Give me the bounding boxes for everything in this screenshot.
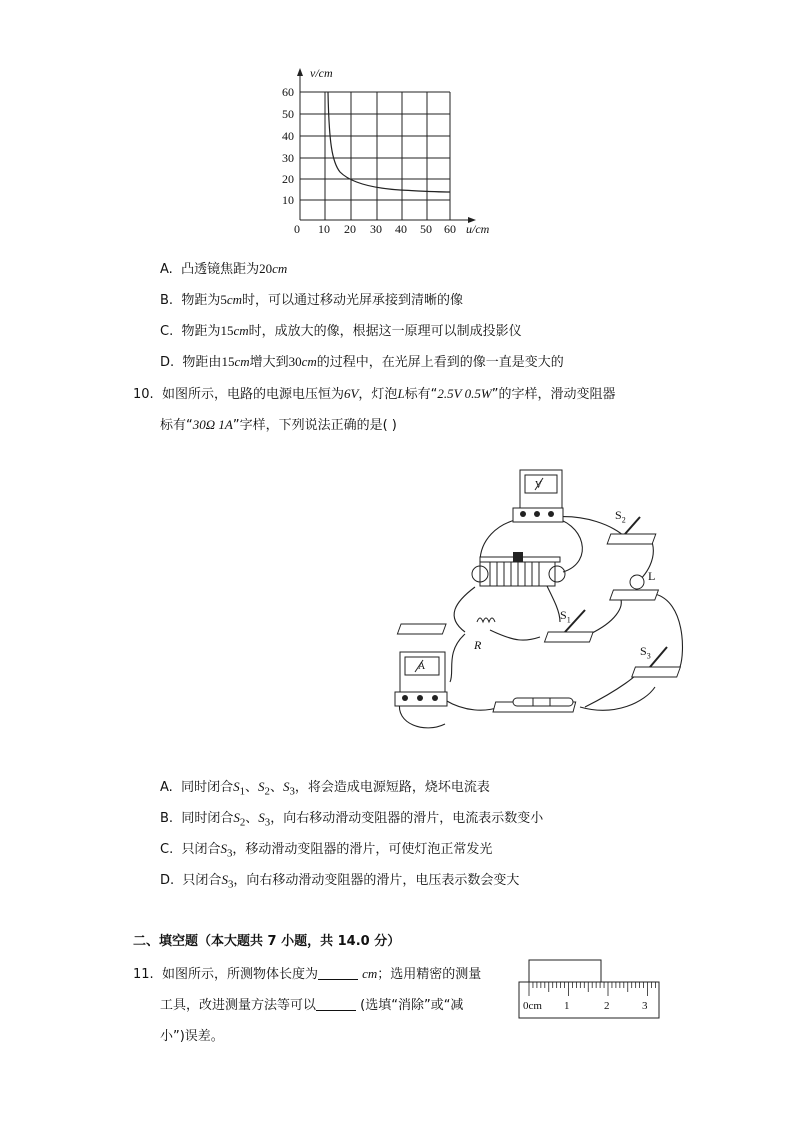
q11-line2: 工具，改进测量方法等可以 (选填“消除”或“减 [160,998,464,1013]
voltmeter-label: V [535,480,543,491]
y-tick: 30 [282,151,294,165]
x-tick: 10 [318,222,330,236]
resistor-label: R [474,638,482,652]
voltmeter [513,470,563,522]
lamp-label: L [648,569,656,583]
x-tick: 50 [420,222,432,236]
ammeter-label: A [418,661,426,672]
q9-option-d: D. 物距由15cm增大到30cm的过程中，在光屏上看到的像一直是变大的 [160,354,564,370]
question-number: 11. [133,967,154,982]
q10-option-c: C. 只闭合$S_3$，移动滑动变阻器的滑片，可使灯泡正常发光 [160,841,493,860]
y-tick: 20 [282,172,294,186]
ruler-figure [515,958,665,1023]
x-tick: 30 [370,222,382,236]
y-tick: 10 [282,193,294,207]
y-tick: 60 [282,85,294,99]
q9-option-c: C. 物距为15cm时，成放大的像，根据这一原理可以制成投影仪 [160,323,522,339]
circuit-diagram [385,462,695,742]
section-title: 二、填空题（本大题共 7 小题，共 14.0 分） [133,934,401,949]
q11-line3: 小”)误差。 [160,1029,224,1044]
switch-s1-label: $S_1$ [560,608,571,625]
x-tick: 40 [395,222,407,236]
q9-option-a: A. 凸透镜焦距为20cm [160,261,288,277]
y-axis-label: v/cm [310,66,333,80]
x-axis-label: u/cm [466,222,490,236]
measured-block [529,960,601,982]
answer-blank[interactable] [318,967,358,980]
q10-option-a: A. 同时闭合$S_1$、$S_2$、$S_3$，将会造成电源短路，烧坏电流表 [160,779,490,798]
q11-line1: 11. 如图所示，所测物体长度为 cm；选用精密的测量 [133,966,482,982]
image-distance-curve [328,92,450,192]
ruler-svg [515,958,665,1023]
q10-option-b: B. 同时闭合$S_2$、$S_3$，向右移动滑动变阻器的滑片，电流表示数变小 [160,810,544,829]
battery [493,698,576,712]
question-number: 10. [133,387,154,402]
rheostat [472,552,565,586]
y-axis-arrow [297,68,303,76]
q10-stem-line2: 标有“30Ω 1A”字样，下列说法正确的是( ) [160,417,397,433]
origin-label: 0 [294,222,300,236]
q10-option-d: D. 只闭合$S_3$，向右移动滑动变阻器的滑片，电压表示数会变大 [160,872,520,891]
graph-grid [300,92,450,220]
lens-graph [270,62,500,242]
y-tick: 40 [282,129,294,143]
switch-s3-label: $S_3$ [640,644,651,661]
x-tick: 60 [444,222,456,236]
q10-stem-line1: 10. 如图所示，电路的电源电压恒为6V，灯泡L标有“2.5V 0.5W”的字样，滑动变阻器 [133,386,616,402]
x-tick: 20 [344,222,356,236]
ruler-label: 2 [604,1000,610,1012]
switch-s2-label: $S_2$ [615,508,626,525]
y-tick: 50 [282,107,294,121]
ruler-label: 0cm [523,1000,542,1012]
ruler-label: 3 [642,1000,648,1012]
q9-option-b: B. 物距为5cm时，可以通过移动光屏承接到清晰的像 [160,292,464,308]
lens-graph-svg [270,62,500,242]
resistor-r [397,618,495,634]
circuit-svg [385,462,695,742]
ruler-label: 1 [564,1000,570,1012]
answer-blank[interactable] [316,998,356,1011]
